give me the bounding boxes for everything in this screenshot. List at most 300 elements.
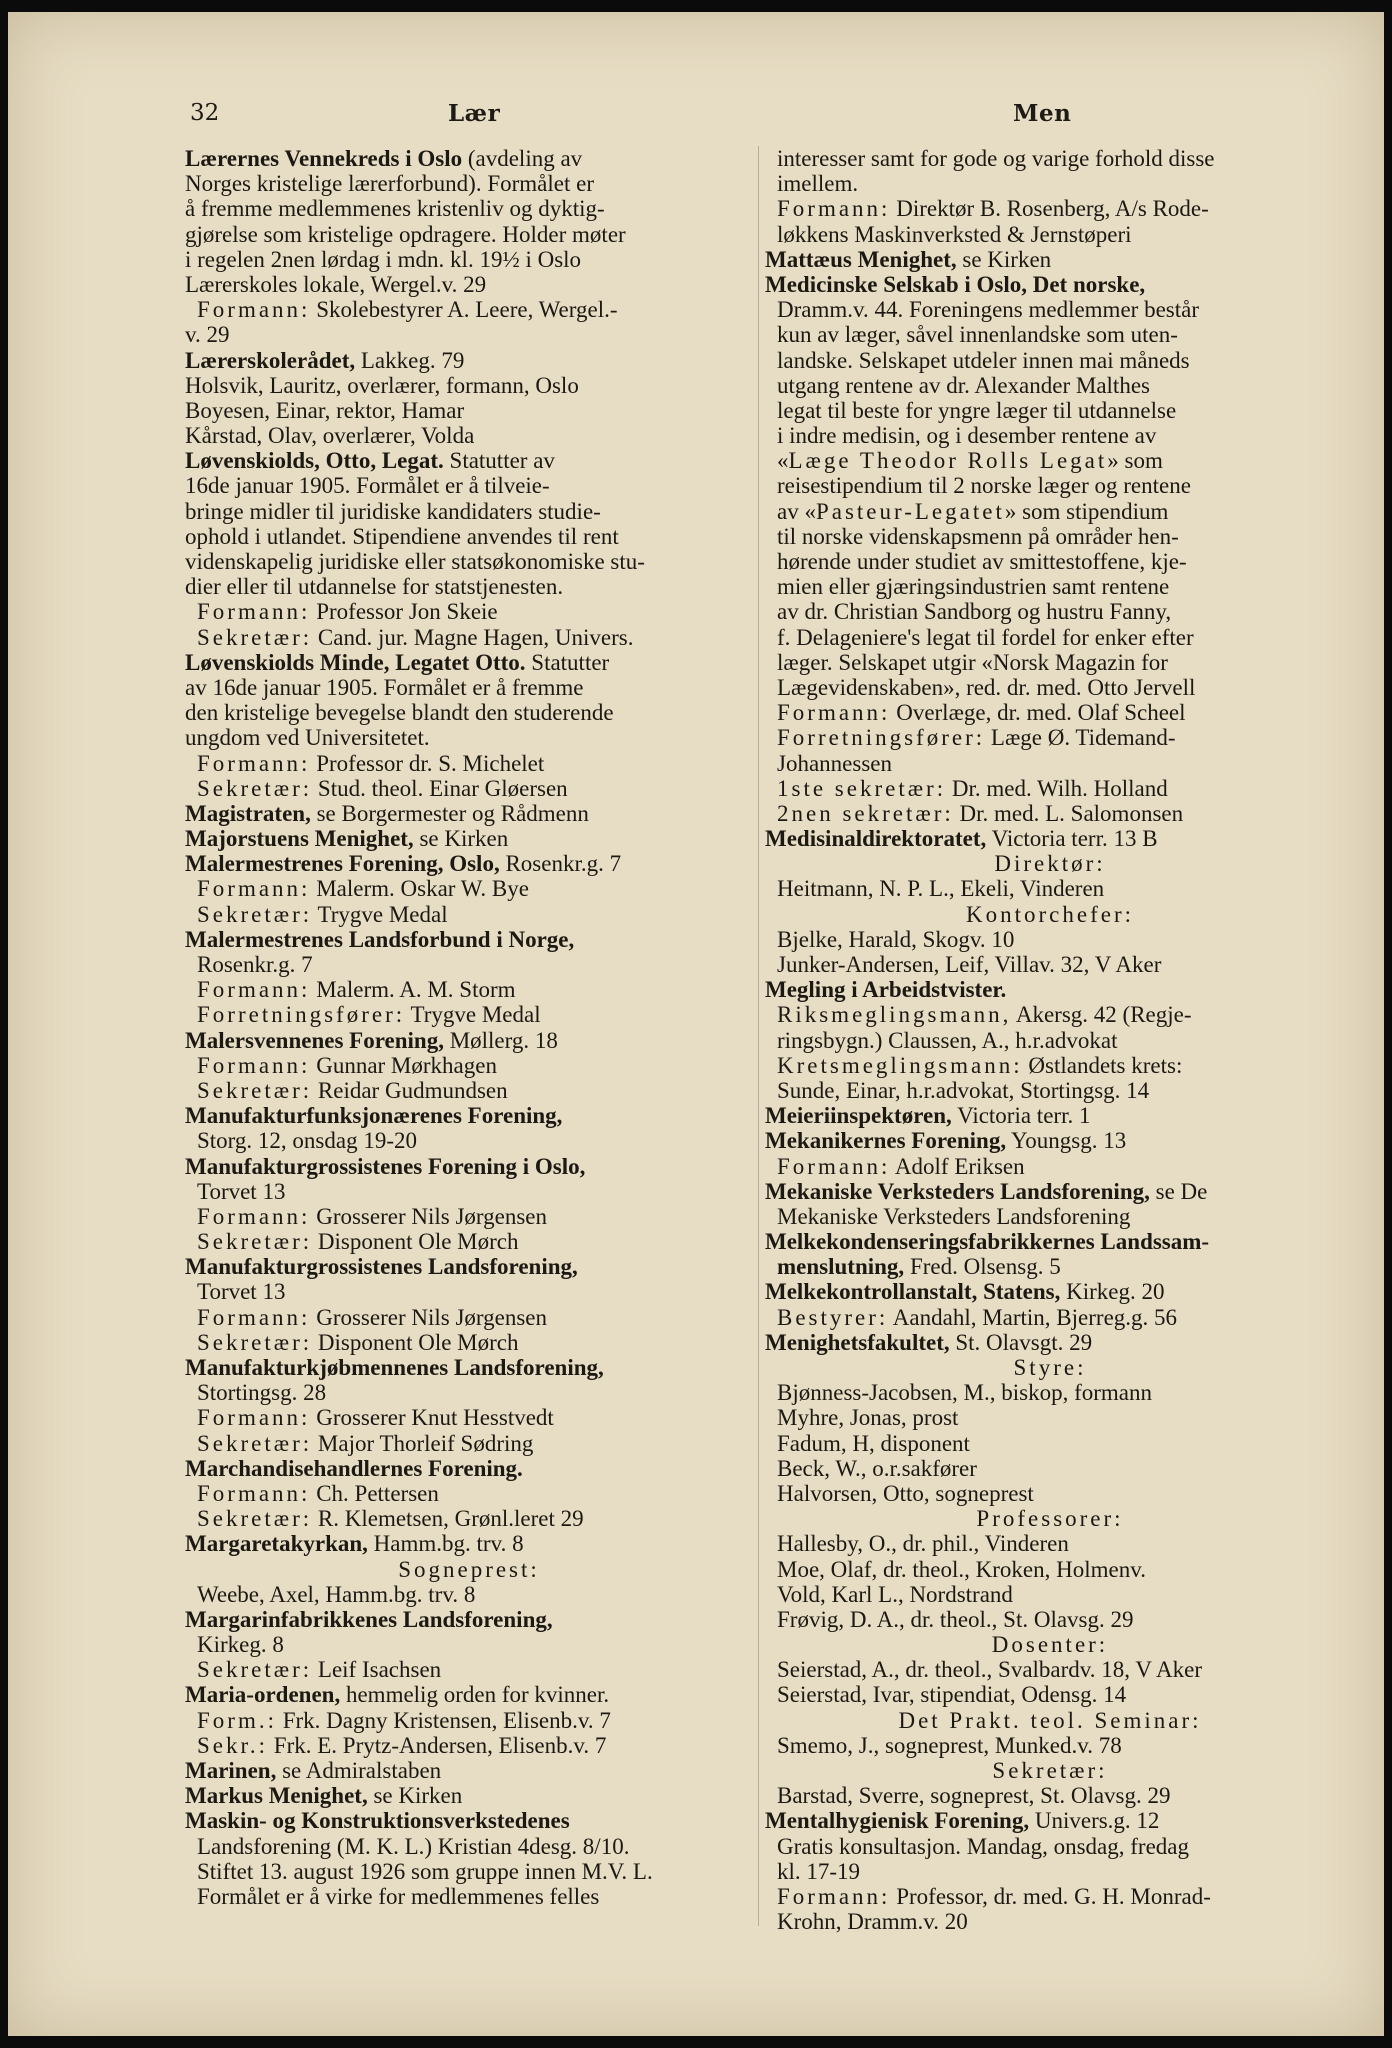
directory-line bbox=[185, 348, 753, 373]
directory-line bbox=[765, 725, 1335, 750]
page-number: 32 bbox=[190, 100, 220, 126]
directory-line bbox=[185, 1355, 753, 1380]
entry-text: løkkens Maskinverksted & Jernstøperi bbox=[777, 221, 1132, 247]
role-label: Direktør: bbox=[994, 851, 1106, 877]
directory-line bbox=[185, 826, 753, 851]
entry-text: se De bbox=[1149, 1178, 1208, 1204]
role-label: Formann: bbox=[197, 876, 311, 902]
directory-line bbox=[185, 977, 753, 1002]
directory-line bbox=[185, 297, 753, 322]
entry-text: reisestipendium til 2 norske læger og rentene bbox=[777, 473, 1191, 499]
entry-text: Gratis konsultasjon. Mandag, onsdag, fredag bbox=[777, 1833, 1190, 1859]
directory-line bbox=[765, 675, 1335, 700]
entry-heading: Majorstuens Menighet, bbox=[185, 826, 414, 852]
entry-text: Boyesen, Einar, rektor, Hamar bbox=[185, 397, 465, 423]
directory-line bbox=[765, 1254, 1335, 1279]
directory-line bbox=[765, 1733, 1335, 1758]
entry-text: Lægevidenskaben», red. dr. med. Otto Jervell bbox=[777, 674, 1196, 700]
directory-line bbox=[185, 473, 753, 498]
role-label: Form.: bbox=[197, 1707, 277, 1733]
entry-heading: Manufakturgrossistenes Landsforening, bbox=[185, 1254, 578, 1280]
directory-line bbox=[185, 373, 753, 398]
entry-text: Grosserer Nils Jørgensen bbox=[310, 1304, 548, 1330]
directory-line bbox=[185, 1204, 753, 1229]
directory-line bbox=[765, 625, 1335, 650]
entry-heading: Mattæus Menighet, bbox=[765, 246, 957, 272]
entry-text: Rosenkr.g. 7 bbox=[197, 952, 313, 977]
directory-line bbox=[185, 1506, 753, 1531]
entry-text: Formålet er å virke for medlemmenes felles bbox=[197, 1883, 600, 1909]
directory-line bbox=[185, 902, 753, 927]
entry-text: Læge Ø. Tidemand- bbox=[985, 725, 1176, 751]
role-label: Sekretær: bbox=[197, 1329, 313, 1355]
directory-line bbox=[185, 1103, 753, 1128]
directory-line bbox=[765, 1154, 1335, 1179]
directory-line bbox=[765, 826, 1335, 851]
directory-line bbox=[765, 1279, 1335, 1304]
entry-text: v. 29 bbox=[185, 322, 230, 348]
directory-line bbox=[765, 499, 1335, 524]
directory-line bbox=[185, 1607, 753, 1632]
directory-line bbox=[185, 1708, 753, 1733]
directory-line bbox=[765, 599, 1335, 624]
entry-text: Trygve Medal bbox=[312, 901, 448, 927]
entry-text: Torvet 13 bbox=[197, 1178, 286, 1204]
entry-heading: Menighetsfakultet, bbox=[765, 1329, 950, 1355]
directory-line bbox=[765, 927, 1335, 952]
directory-line bbox=[765, 549, 1335, 574]
role-label: Formann: bbox=[777, 1153, 891, 1179]
role-label: Sekr.: bbox=[197, 1732, 269, 1758]
directory-line bbox=[765, 1859, 1335, 1884]
entry-text: Moe, Olaf, dr. theol., Kroken, Holmenv. bbox=[777, 1556, 1146, 1582]
entry-text: se Kirken bbox=[413, 826, 509, 852]
directory-line bbox=[185, 1179, 753, 1204]
directory-line bbox=[765, 222, 1335, 247]
directory-line bbox=[765, 348, 1335, 373]
entry-text: Fadum, H, disponent bbox=[777, 1430, 970, 1456]
directory-line bbox=[185, 801, 753, 826]
role-label: Dosenter: bbox=[991, 1632, 1109, 1658]
entry-text: Lakkeg. 79 bbox=[355, 347, 465, 373]
entry-text: Stud. theol. Einar Gløersen bbox=[312, 775, 568, 801]
directory-line bbox=[765, 876, 1335, 901]
directory-line bbox=[765, 1834, 1335, 1859]
running-header bbox=[8, 100, 1384, 130]
role-label: Sogneprest: bbox=[398, 1556, 540, 1582]
entry-text: landske. Selskapet utdeler innen mai måneds bbox=[777, 347, 1190, 373]
entry-text: Seierstad, Ivar, stipendiat, Odensg. 14 bbox=[777, 1682, 1127, 1708]
role-label: Sekretær: bbox=[197, 1077, 313, 1103]
spaced-title: Pasteur-Legatet bbox=[815, 498, 1005, 524]
directory-line bbox=[185, 599, 753, 624]
directory-line bbox=[185, 1682, 753, 1707]
directory-line bbox=[185, 851, 753, 876]
directory-line bbox=[765, 776, 1335, 801]
directory-line bbox=[765, 1758, 1335, 1783]
directory-line bbox=[185, 499, 753, 524]
directory-line bbox=[185, 524, 753, 549]
entry-heading: Løvenskiolds Minde, Legatet Otto. bbox=[185, 649, 526, 675]
directory-line bbox=[765, 448, 1335, 473]
entry-text: Beck, W., o.r.sakfører bbox=[777, 1455, 977, 1481]
directory-line bbox=[185, 725, 753, 750]
directory-line bbox=[185, 222, 753, 247]
entry-text: læger. Selskapet utgir «Norsk Magazin for bbox=[777, 649, 1168, 675]
entry-text: mien eller gjæringsindustrien samt rentene bbox=[777, 574, 1170, 600]
directory-line bbox=[765, 1078, 1335, 1103]
entry-text: St. Olavsgt. 29 bbox=[949, 1329, 1093, 1355]
directory-line bbox=[185, 423, 753, 448]
directory-line bbox=[765, 650, 1335, 675]
directory-line bbox=[765, 574, 1335, 599]
role-label: Formann: bbox=[197, 1304, 311, 1330]
entry-text: Bjelke, Harald, Skogv. 10 bbox=[777, 926, 1015, 952]
entry-text: Kårstad, Olav, overlærer, Volda bbox=[185, 423, 475, 449]
role-label: Sekretær: bbox=[197, 901, 313, 927]
directory-line bbox=[185, 1305, 753, 1330]
entry-text: Victoria terr. 1 bbox=[951, 1103, 1091, 1129]
entry-text: Stiftet 13. august 1926 som gruppe innen M.V. L. bbox=[197, 1858, 653, 1884]
entry-heading: Megling i Arbeidstvister. bbox=[765, 977, 1007, 1003]
directory-line bbox=[185, 1380, 753, 1405]
entry-heading: Maria-ordenen, bbox=[185, 1682, 341, 1708]
entry-text: Cand. jur. Magne Hagen, Univers. bbox=[312, 624, 634, 650]
entry-text: interesser samt for gode og varige forhold disse bbox=[777, 146, 1215, 171]
directory-line bbox=[765, 1002, 1335, 1027]
entry-text: kl. 17-19 bbox=[777, 1858, 861, 1884]
directory-line bbox=[765, 297, 1335, 322]
directory-line bbox=[765, 1179, 1335, 1204]
role-label: Sekretær: bbox=[197, 1506, 313, 1532]
directory-line bbox=[185, 1053, 753, 1078]
entry-heading: Malermestrenes Forening, Oslo, bbox=[185, 851, 500, 877]
entry-heading: Løvenskiolds, Otto, Legat. bbox=[185, 448, 444, 474]
entry-text: Møllerg. 18 bbox=[443, 1027, 558, 1053]
entry-text: Direktør B. Rosenberg, A/s Rode- bbox=[890, 196, 1209, 222]
entry-text: Univers.g. 12 bbox=[1029, 1808, 1160, 1834]
directory-line bbox=[185, 1733, 753, 1758]
entry-text: Krohn, Dramm.v. 20 bbox=[777, 1909, 968, 1935]
role-label: Formann: bbox=[197, 599, 311, 625]
directory-line bbox=[765, 171, 1335, 196]
entry-text: til norske videnskapsmenn på områder hen- bbox=[777, 523, 1179, 549]
directory-line bbox=[765, 1531, 1335, 1556]
entry-text: i regelen 2nen lørdag i mdn. kl. 19½ i Oslo bbox=[185, 246, 582, 272]
directory-line bbox=[765, 1405, 1335, 1430]
entry-text: Lærerskoles lokale, Wergel.v. 29 bbox=[185, 271, 487, 297]
directory-line bbox=[765, 851, 1335, 876]
directory-line bbox=[765, 373, 1335, 398]
directory-line bbox=[185, 1028, 753, 1053]
role-label: Forretningsfører: bbox=[197, 1002, 406, 1028]
entry-heading: Melkekondenseringsfabrikkernes Landssam- bbox=[765, 1229, 1210, 1255]
role-label: 2nen sekretær: bbox=[777, 800, 954, 826]
directory-line bbox=[765, 1682, 1335, 1707]
entry-text: Malerm. Oskar W. Bye bbox=[310, 876, 529, 902]
role-label: Styre: bbox=[1013, 1355, 1087, 1380]
role-label: Formann: bbox=[197, 977, 311, 1003]
directory-line bbox=[185, 398, 753, 423]
role-label: Professorer: bbox=[976, 1506, 1124, 1532]
header-left-keyword: Lær bbox=[448, 100, 501, 127]
directory-line bbox=[185, 1783, 753, 1808]
entry-text: R. Klemetsen, Grønl.leret 29 bbox=[312, 1506, 584, 1532]
entry-text: i indre medisin, og i desember rentene av bbox=[777, 423, 1157, 449]
directory-line bbox=[765, 977, 1335, 1002]
directory-line bbox=[765, 1708, 1335, 1733]
entry-text: av dr. Christian Sandborg og hustru Fanny, bbox=[777, 599, 1172, 625]
entry-text: Myhre, Jonas, prost bbox=[777, 1405, 959, 1431]
entry-text: » som bbox=[1107, 448, 1163, 474]
role-label: Forretningsfører: bbox=[777, 725, 986, 751]
directory-line bbox=[185, 171, 753, 196]
left-column bbox=[185, 146, 753, 1909]
directory-line bbox=[765, 1229, 1335, 1254]
entry-text: Barstad, Sverre, sogneprest, St. Olavsg. 29 bbox=[777, 1783, 1171, 1809]
role-label: Formann: bbox=[197, 1405, 311, 1431]
directory-line bbox=[765, 524, 1335, 549]
directory-line bbox=[185, 1229, 753, 1254]
directory-line bbox=[765, 1204, 1335, 1229]
entry-text: Reidar Gudmundsen bbox=[312, 1077, 508, 1103]
directory-line bbox=[185, 1254, 753, 1279]
role-label: Formann: bbox=[197, 750, 311, 776]
entry-text: Grosserer Nils Jørgensen bbox=[310, 1203, 548, 1229]
directory-line bbox=[765, 146, 1335, 171]
entry-text: Frøvig, D. A., dr. theol., St. Olavsg. 29 bbox=[777, 1606, 1134, 1632]
entry-text: (avdeling av bbox=[462, 146, 583, 171]
entry-text: Junker-Andersen, Leif, Villav. 32, V Aker bbox=[777, 952, 1162, 977]
entry-text: Vold, Karl L., Nordstrand bbox=[777, 1581, 1013, 1607]
directory-line bbox=[765, 398, 1335, 423]
entry-text: videnskapelig juridiske eller statsøkonomiske stu- bbox=[185, 549, 645, 574]
entry-text: f. Delageniere's legat til fordel for enker efter bbox=[777, 624, 1194, 650]
entry-text: » som stipendium bbox=[1004, 498, 1169, 524]
entry-text: ungdom ved Universitetet. bbox=[185, 725, 430, 751]
entry-text: Torvet 13 bbox=[197, 1279, 286, 1305]
directory-line bbox=[185, 1431, 753, 1456]
directory-line bbox=[765, 1481, 1335, 1506]
directory-line bbox=[765, 1557, 1335, 1582]
entry-heading: Marinen, bbox=[185, 1758, 277, 1783]
entry-heading: Lærerskolerådet, bbox=[185, 347, 356, 373]
entry-text: Gunnar Mørkhagen bbox=[310, 1052, 497, 1078]
directory-line bbox=[765, 1028, 1335, 1053]
entry-text: Dr. med. Wilh. Holland bbox=[946, 775, 1168, 801]
directory-line bbox=[185, 146, 753, 171]
entry-text: Smemo, J., sogneprest, Munked.v. 78 bbox=[777, 1732, 1122, 1758]
entry-text: Storg. 12, onsdag 19-20 bbox=[197, 1128, 417, 1154]
entry-heading: Lærernes Vennekreds i Oslo bbox=[185, 146, 463, 171]
directory-line bbox=[185, 1128, 753, 1153]
entry-text: Johannessen bbox=[777, 750, 892, 776]
entry-text: av « bbox=[777, 498, 816, 524]
entry-heading: Markus Menighet, bbox=[185, 1783, 368, 1809]
entry-text: hørende under studiet av smittestoffene, kje- bbox=[777, 549, 1187, 574]
spaced-title: Læge Theodor Rolls Legat bbox=[788, 448, 1108, 474]
entry-heading: Margarinfabrikkenes Landsforening, bbox=[185, 1606, 553, 1632]
entry-text: Youngsg. 13 bbox=[1006, 1128, 1127, 1154]
entry-text: Frk. E. Prytz-Andersen, Elisenb.v. 7 bbox=[268, 1732, 607, 1758]
entry-text: Bjønness-Jacobsen, M., biskop, formann bbox=[777, 1380, 1152, 1406]
directory-line bbox=[765, 751, 1335, 776]
entry-text: hemmelig orden for kvinner. bbox=[340, 1682, 610, 1708]
directory-line bbox=[765, 1431, 1335, 1456]
directory-line bbox=[765, 1128, 1335, 1153]
role-label: Formann: bbox=[197, 1480, 311, 1506]
directory-line bbox=[185, 1758, 753, 1783]
directory-line bbox=[185, 1481, 753, 1506]
entry-text: Mekaniske Verksteders Landsforening bbox=[777, 1203, 1131, 1229]
directory-line bbox=[185, 751, 753, 776]
directory-line bbox=[185, 1279, 753, 1304]
entry-text: Norges kristelige lærerforbund). Formålet er bbox=[185, 171, 594, 197]
entry-text: Professor dr. S. Michelet bbox=[310, 750, 545, 776]
entry-heading: Maskin- og Konstruktionsverkstedenes bbox=[185, 1808, 570, 1834]
directory-line bbox=[185, 927, 753, 952]
entry-text: Rosenkr.g. 7 bbox=[499, 851, 622, 877]
entry-text: å fremme medlemmenes kristenliv og dyktig- bbox=[185, 196, 605, 222]
entry-text: Disponent Ole Mørch bbox=[312, 1229, 519, 1255]
directory-line bbox=[185, 322, 753, 347]
directory-line bbox=[765, 1103, 1335, 1128]
directory-line bbox=[185, 1657, 753, 1682]
entry-heading: Manufakturfunksjonærenes Forening, bbox=[185, 1103, 563, 1129]
directory-line bbox=[765, 1330, 1335, 1355]
role-label: Sekretær: bbox=[197, 1229, 313, 1255]
directory-line bbox=[185, 1884, 753, 1909]
directory-line bbox=[765, 1632, 1335, 1657]
directory-line bbox=[185, 1834, 753, 1859]
directory-line bbox=[185, 1632, 753, 1657]
directory-line bbox=[185, 625, 753, 650]
entry-text: Statutter av bbox=[443, 448, 555, 474]
directory-line bbox=[185, 549, 753, 574]
role-label: Sekretær: bbox=[197, 1430, 313, 1456]
directory-line bbox=[185, 700, 753, 725]
column-divider bbox=[758, 146, 759, 1926]
entry-text: Kirkeg. 8 bbox=[197, 1632, 284, 1658]
directory-line bbox=[185, 247, 753, 272]
entry-text: Kirkeg. 20 bbox=[1060, 1279, 1165, 1305]
entry-heading: Mekaniske Verksteders Landsforening, bbox=[765, 1178, 1150, 1204]
entry-text: Adolf Eriksen bbox=[890, 1153, 1025, 1179]
entry-heading: Mekanikernes Forening, bbox=[765, 1128, 1007, 1154]
role-label: Formann: bbox=[197, 1052, 311, 1078]
entry-text: Trygve Medal bbox=[405, 1002, 541, 1028]
entry-text: imellem. bbox=[777, 171, 859, 197]
directory-line bbox=[765, 1582, 1335, 1607]
entry-text: Statutter bbox=[525, 649, 610, 675]
entry-text: Victoria terr. 13 B bbox=[986, 826, 1158, 852]
entry-text: « bbox=[777, 448, 789, 474]
entry-text: Landsforening (M. K. L.) Kristian 4desg. 8/10. bbox=[197, 1833, 630, 1859]
role-label: 1ste sekretær: bbox=[777, 775, 947, 801]
entry-text: 16de januar 1905. Formålet er å tilveie- bbox=[185, 473, 550, 499]
entry-text: se Kirken bbox=[956, 246, 1052, 272]
directory-line bbox=[185, 1002, 753, 1027]
directory-line bbox=[765, 902, 1335, 927]
role-label: Sekretær: bbox=[197, 775, 313, 801]
entry-text: Hamm.bg. trv. 8 bbox=[367, 1531, 524, 1557]
entry-heading: Marchandisehandlernes Forening. bbox=[185, 1455, 523, 1481]
entry-heading: Manufakturkjøbmennenes Landsforening, bbox=[185, 1355, 604, 1380]
role-label: Formann: bbox=[197, 1203, 311, 1229]
entry-text: Frk. Dagny Kristensen, Elisenb.v. 7 bbox=[276, 1707, 611, 1733]
entry-text: Fred. Olsensg. 5 bbox=[904, 1254, 1061, 1280]
role-label: Formann: bbox=[777, 196, 891, 222]
header-right-keyword: Men bbox=[1013, 100, 1072, 127]
role-label: Sekretær: bbox=[197, 624, 313, 650]
directory-line bbox=[765, 1909, 1335, 1934]
entry-text: Major Thorleif Sødring bbox=[312, 1430, 534, 1456]
directory-line bbox=[765, 247, 1335, 272]
entry-text: av 16de januar 1905. Formålet er å fremme bbox=[185, 674, 584, 700]
role-label: Sekretær: bbox=[992, 1758, 1108, 1783]
role-label: Formann: bbox=[197, 297, 311, 323]
directory-line bbox=[185, 1330, 753, 1355]
directory-line bbox=[765, 1305, 1335, 1330]
directory-line bbox=[765, 1783, 1335, 1808]
directory-line bbox=[185, 1808, 753, 1833]
entry-text: se Kirken bbox=[367, 1783, 463, 1809]
entry-heading: Magistraten, bbox=[185, 800, 311, 826]
directory-line bbox=[185, 876, 753, 901]
directory-line bbox=[765, 1808, 1335, 1833]
directory-line bbox=[185, 1531, 753, 1556]
entry-text: utgang rentene av dr. Alexander Malthes bbox=[777, 372, 1150, 398]
directory-line bbox=[185, 1405, 753, 1430]
entry-heading: Malermestrenes Landsforbund i Norge, bbox=[185, 926, 575, 952]
right-column bbox=[765, 146, 1335, 1934]
directory-line bbox=[765, 272, 1335, 297]
role-label: Formann: bbox=[777, 1883, 891, 1909]
directory-line bbox=[185, 675, 753, 700]
entry-text: Disponent Ole Mørch bbox=[312, 1329, 519, 1355]
entry-text: Weebe, Axel, Hamm.bg. trv. 8 bbox=[197, 1581, 476, 1607]
entry-text: Seierstad, A., dr. theol., Svalbardv. 18, V Aker bbox=[777, 1657, 1203, 1683]
directory-line bbox=[185, 448, 753, 473]
entry-text: se Admiralstaben bbox=[276, 1758, 442, 1783]
directory-line bbox=[765, 196, 1335, 221]
entry-text: Dr. med. L. Salomonsen bbox=[953, 800, 1184, 826]
directory-line bbox=[185, 1859, 753, 1884]
entry-text: dier eller til utdannelse for statstjenesten. bbox=[185, 574, 564, 600]
entry-text: Aandahl, Martin, Bjerreg.g. 56 bbox=[888, 1304, 1178, 1330]
entry-text: Skolebestyrer A. Leere, Wergel.- bbox=[310, 297, 618, 323]
entry-heading: Meieriinspektøren, bbox=[765, 1103, 952, 1129]
entry-text: Overlæge, dr. med. Olaf Scheel bbox=[890, 700, 1186, 726]
entry-text: Professor, dr. med. G. H. Monrad- bbox=[890, 1883, 1211, 1909]
entry-text: se Borgermester og Rådmenn bbox=[310, 800, 589, 826]
entry-text: Heitmann, N. P. L., Ekeli, Vinderen bbox=[777, 876, 1105, 902]
directory-line bbox=[765, 322, 1335, 347]
entry-heading: Malersvennenes Forening, bbox=[185, 1027, 444, 1053]
role-label: Kontorchefer: bbox=[966, 901, 1134, 927]
entry-text: Hallesby, O., dr. phil., Vinderen bbox=[777, 1531, 1069, 1557]
entry-text: Halvorsen, Otto, sogneprest bbox=[777, 1480, 1034, 1506]
directory-line bbox=[765, 473, 1335, 498]
entry-text: Malerm. A. M. Storm bbox=[310, 977, 516, 1003]
role-label: Det Prakt. teol. Seminar: bbox=[898, 1707, 1202, 1733]
entry-text: legat til beste for yngre læger til utdannelse bbox=[777, 397, 1177, 423]
directory-line bbox=[765, 801, 1335, 826]
directory-line bbox=[185, 272, 753, 297]
role-label: Riksmeglingsmann, bbox=[777, 1002, 1012, 1028]
role-label: Sekretær: bbox=[197, 1657, 313, 1683]
directory-line bbox=[765, 1355, 1335, 1380]
